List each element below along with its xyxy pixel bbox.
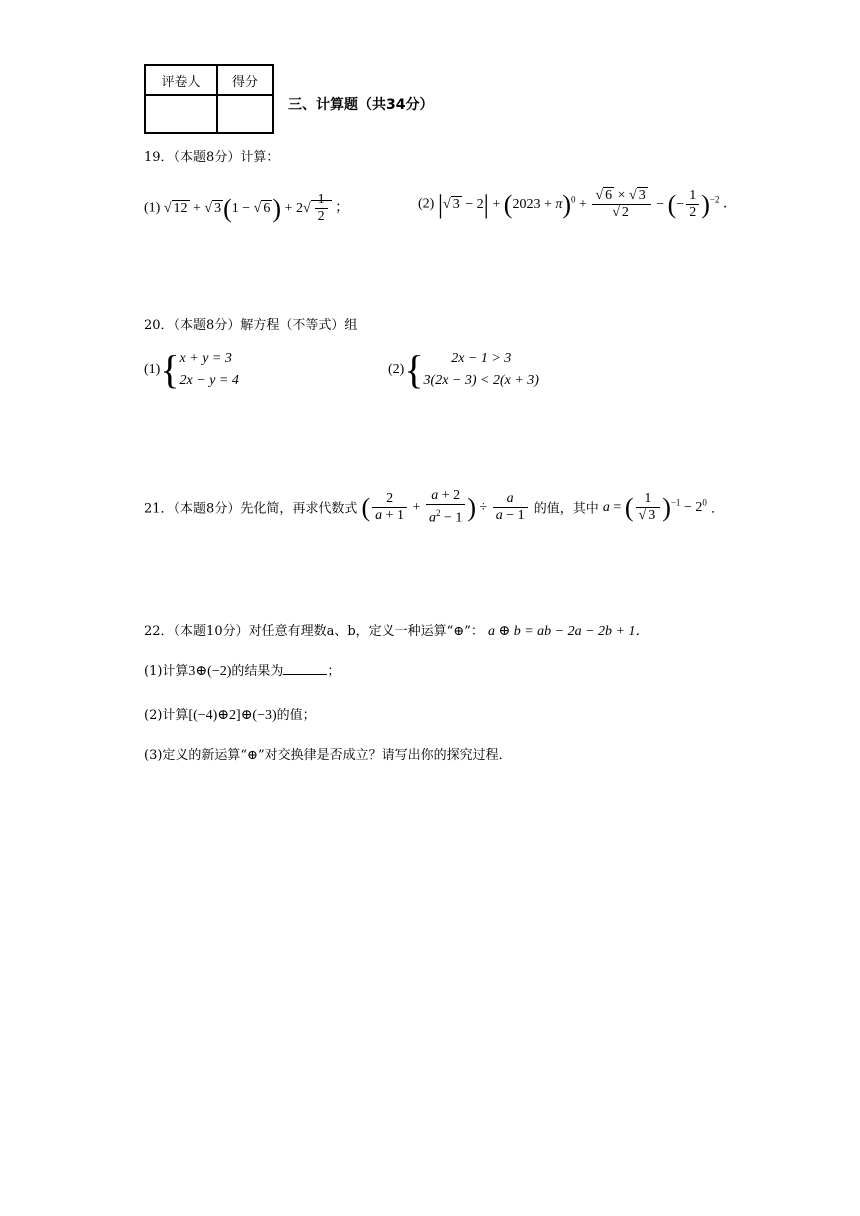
q22-part2: [144, 704, 316, 724]
q19-part2: [418, 188, 737, 221]
q20-part1-label: (1): [144, 362, 161, 378]
q21-end: ．: [710, 501, 724, 517]
q22-part1-expression: 3⊕(−2): [188, 664, 232, 679]
q21-prefix: 21．（本题8分）先化简，再求代数式: [144, 501, 358, 517]
q21-expression: ( $\frac{2}{a + 1}$ + $\frac{a + 2}{a^2 - 1}$ ) ÷ $\frac{a}{a - 1}$: [361, 500, 529, 515]
q22-part1-end: ；: [327, 664, 341, 679]
q22-part1-tail: 的结果为: [231, 664, 284, 679]
score-table-grader-cell[interactable]: [145, 95, 217, 133]
q21: [144, 488, 724, 527]
q20-part1-line1: x + y = 3: [179, 351, 232, 366]
q22-definition: a ⊕ b = ab − 2a − 2b + 1．: [487, 624, 650, 639]
q20-part1-line2: 2x − y = 4: [179, 373, 239, 388]
q19-part1-label: (1): [144, 200, 161, 216]
q20-part2: (2){ 2x − 1 > 3 3(2x − 3) < 2(x + 3): [388, 347, 539, 392]
q22-part2-expression: [(−4)⊕2]⊕(−3): [188, 708, 277, 723]
score-table-score-header: 得分: [217, 65, 273, 95]
q19-part1-end: ；: [335, 200, 350, 216]
q20-heading: 20．（本题8分）解方程（不等式）组: [144, 318, 358, 333]
score-table: [144, 64, 274, 134]
score-table-score-cell[interactable]: [217, 95, 273, 133]
q19-part2-label: (2): [418, 196, 435, 212]
q22-part3: (3)定义的新运算“⊕”对交换律是否成立？请写出你的探究过程．: [144, 748, 512, 763]
score-table-grader-header: 评卷人: [145, 65, 217, 95]
q19-part2-end: ．: [722, 196, 737, 212]
q19-part1: [144, 192, 349, 225]
q19-part2-expression: |√ $3 - 2| + (2023 + \pi)^0$ + $\frac{√ 6 \times √ 3}{√ 2}$ − (− $\frac{1}{2}$ )$^{-2}$: [437, 188, 720, 220]
q21-mid: 的值，其中: [533, 501, 599, 517]
q22-part2-text: (2)计算: [144, 708, 189, 723]
q20-part2-label: (2): [388, 362, 405, 378]
q22-part1-text: (1)计算: [144, 664, 189, 679]
q19-part1-expression: √ 12 + √ 3(1 − √ 6) + 2√ $\frac{1}{2}$: [164, 201, 332, 216]
q22-part1-answer-blank[interactable]: [283, 662, 327, 675]
q22-part2-tail: 的值；: [276, 708, 316, 723]
q22-heading-line: [144, 620, 650, 640]
q19-heading: 19．（本题8分）计算：: [144, 150, 280, 165]
q22-heading: 22．（本题10分）对任意有理数a、b，定义一种运算“⊕”：: [144, 624, 484, 639]
q20-part2-line1: 2x − 1 > 3: [451, 351, 512, 366]
section-title: 三、计算题（共34分）: [288, 97, 434, 113]
q21-value-expression: a = ( $\frac{1}{√ 3}$ )$^{-1} - 2^0$: [602, 490, 707, 523]
q20-part1: (1){ x + y = 3 2x − y = 4: [144, 347, 239, 392]
q20-part2-line2: 3(2x − 3) < 2(x + 3): [423, 373, 539, 388]
q22-part1: [144, 660, 340, 680]
